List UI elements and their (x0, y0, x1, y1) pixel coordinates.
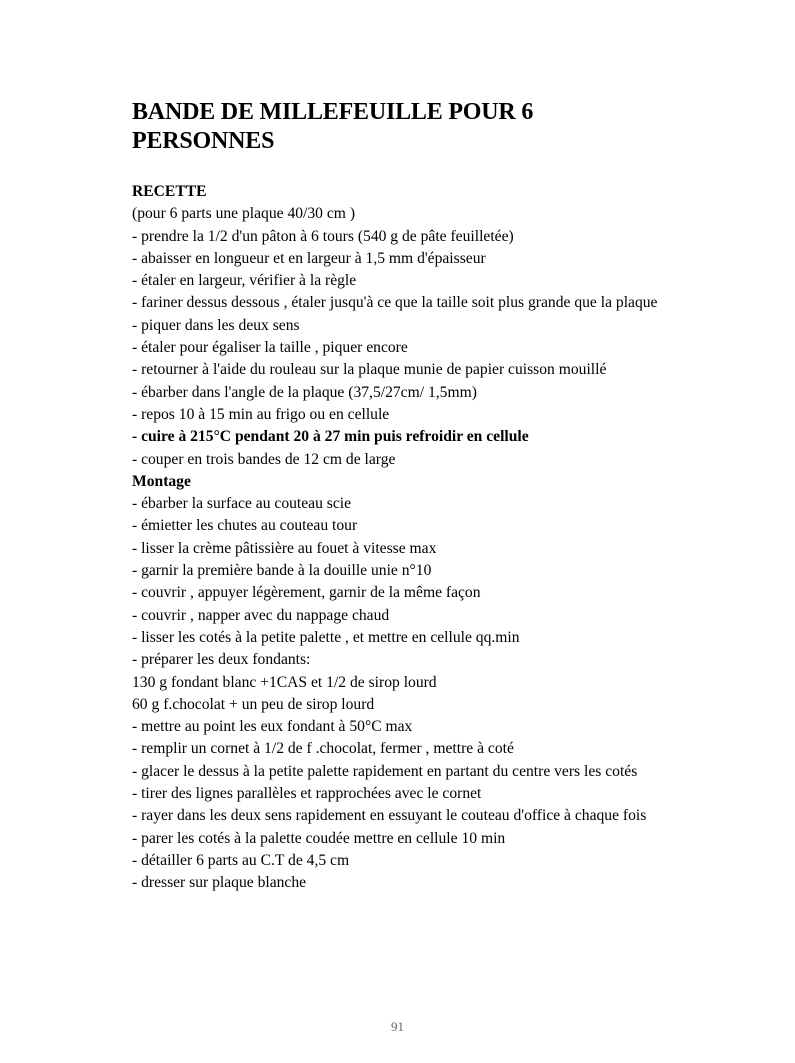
recipe-line: - piquer dans les deux sens (132, 316, 300, 334)
montage-heading: Montage (132, 472, 191, 490)
montage-line: - glacer le dessus à la petite palette rapidement en partant du centre vers les cotés (132, 762, 638, 780)
montage-line: - émietter les chutes au couteau tour (132, 517, 358, 535)
montage-line: - détailler 6 parts au C.T de 4,5 cm (132, 851, 350, 869)
montage-line: - garnir la première bande à la douille unie n°10 (132, 562, 432, 580)
montage-line: - rayer dans les deux sens rapidement en essuyant le couteau d'office à chaque fois (132, 807, 647, 825)
montage-line: - couvrir , appuyer légèrement, garnir de la même façon (132, 584, 481, 602)
montage-line: - remplir un cornet à 1/2 de f .chocolat, fermer , mettre à coté (132, 740, 514, 758)
recipe-line: (pour 6 parts une plaque 40/30 cm ) (132, 205, 356, 223)
montage-line: - dresser sur plaque blanche (132, 874, 307, 892)
page-number: 91 (391, 1019, 404, 1034)
recipe-line: - fariner dessus dessous , étaler jusqu'à ce que la taille soit plus grande que la plaque (132, 294, 658, 312)
montage-line: 60 g f.chocolat + un peu de sirop lourd (132, 695, 375, 713)
recipe-line: - prendre la 1/2 d'un pâton à 6 tours (540 g de pâte feuilletée) (132, 227, 514, 245)
recipe-line-bake: - cuire à 215°C pendant 20 à 27 min puis refroidir en cellule (132, 428, 529, 446)
recipe-line: - couper en trois bandes de 12 cm de large (132, 450, 396, 468)
recipe-line: - abaisser en longueur et en largeur à 1,5 mm d'épaisseur (132, 249, 486, 267)
montage-line: 130 g fondant blanc +1CAS et 1/2 de sirop lourd (132, 673, 437, 691)
page-title: BANDE DE MILLEFEUILLE POUR 6 PERSONNES (132, 99, 534, 154)
montage-line: - mettre au point les eux fondant à 50°C max (132, 718, 413, 736)
recipe-body (132, 181, 665, 895)
recipe-heading: RECETTE (132, 183, 207, 200)
montage-line: - couvrir , napper avec du nappage chaud (132, 606, 390, 624)
montage-line: - lisser les cotés à la petite palette , et mettre en cellule qq.min (132, 628, 520, 646)
montage-line: - tirer des lignes parallèles et rapprochées avec le cornet (132, 785, 482, 803)
recipe-line: - retourner à l'aide du rouleau sur la plaque munie de papier cuisson mouillé (132, 361, 607, 379)
recipe-line: - étaler en largeur, vérifier à la règle (132, 272, 357, 290)
recipe-line: - étaler pour égaliser la taille , piquer encore (132, 339, 408, 357)
montage-line: - préparer les deux fondants: (132, 651, 311, 669)
recipe-line: - ébarber dans l'angle de la plaque (37,5/27cm/ 1,5mm) (132, 383, 477, 401)
montage-line: - ébarber la surface au couteau scie (132, 495, 352, 513)
montage-line: - parer les cotés à la palette coudée mettre en cellule 10 min (132, 829, 506, 847)
recipe-line: - repos 10 à 15 min au frigo ou en cellule (132, 405, 390, 423)
montage-line: - lisser la crème pâtissière au fouet à vitesse max (132, 539, 437, 557)
